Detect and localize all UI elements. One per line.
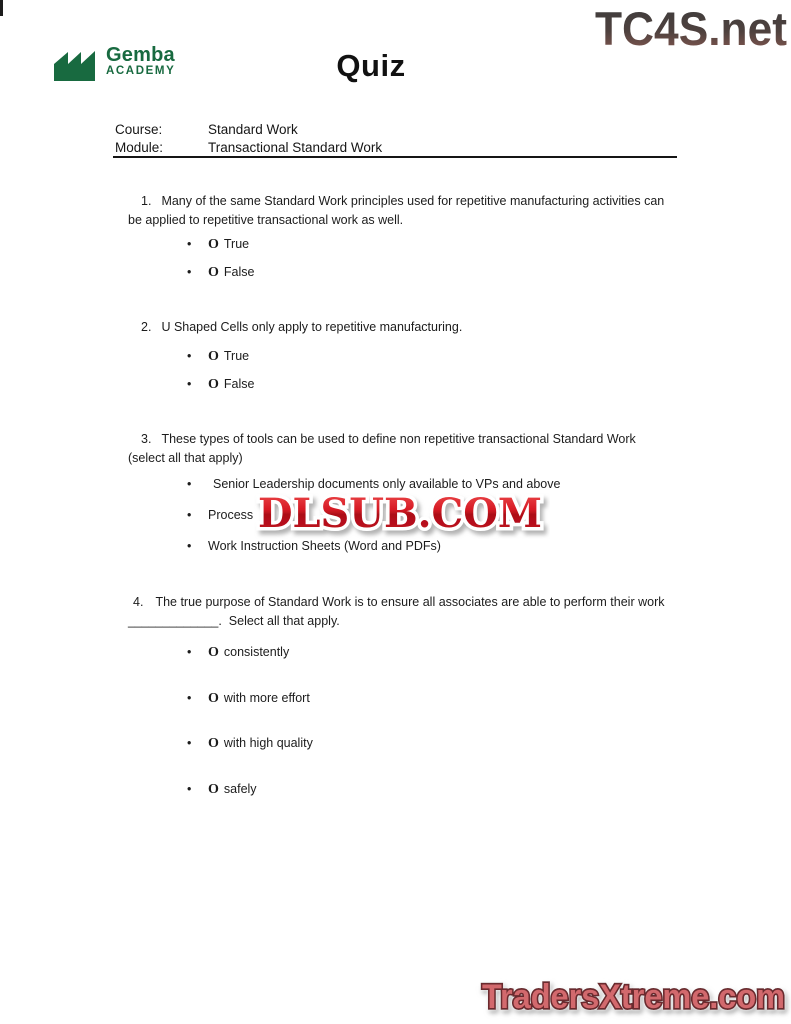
page-title: Quiz: [336, 48, 406, 83]
question-3-line-2: (select all that apply): [128, 450, 243, 465]
header-divider: [113, 156, 677, 158]
module-value: Transactional Standard Work: [208, 140, 383, 155]
question-3-line-1: These types of tools can be used to define non repetitive transactional Standard Work: [161, 432, 636, 446]
module-label: Module:: [115, 140, 164, 155]
question-2-number: 2.: [141, 320, 152, 334]
radio-glyph: O: [208, 736, 219, 751]
course-info: [115, 121, 382, 157]
question-4-line-1: The true purpose of Standard Work is to ensure all associates are able to perform their work: [155, 595, 665, 609]
tradersxtreme-watermark-text: TradersXtreme.com: [482, 978, 785, 1016]
question-4-text: [128, 593, 688, 630]
tc4s-watermark-text: TC4S.net: [595, 2, 788, 55]
question-2-line-1: U Shaped Cells only apply to repetitive manufacturing.: [161, 320, 463, 334]
option-label: True: [223, 237, 250, 251]
option-q1-true[interactable]: [187, 235, 254, 254]
radio-glyph: O: [208, 349, 219, 364]
course-row: [115, 121, 382, 139]
option-label: True: [223, 349, 250, 363]
tc4s-watermark: [590, 1, 790, 55]
option-label: with high quality: [223, 736, 313, 750]
radio-glyph: O: [208, 781, 219, 797]
module-row: [115, 139, 382, 157]
course-value: Standard Work: [208, 122, 298, 137]
option-q4-safely[interactable]: [187, 780, 313, 799]
option-label: safely: [223, 781, 257, 796]
option-label: Senior Leadership documents only available to VPs and above: [213, 477, 561, 491]
question-1-line-1: Many of the same Standard Work principles used for repetitive manufacturing activities can: [161, 194, 665, 208]
radio-glyph: O: [208, 237, 219, 252]
question-3-text: [128, 430, 688, 467]
option-q4-with-high-quality[interactable]: [187, 734, 313, 753]
option-q4-with-more-effort[interactable]: [187, 689, 313, 708]
course-label: Course:: [115, 122, 163, 137]
question-3-number: 3.: [141, 432, 152, 446]
option-q1-false[interactable]: [187, 263, 254, 282]
option-label: Work Instruction Sheets (Word and PDFs): [208, 539, 441, 553]
dlsub-watermark-text: DLSUB.COM: [258, 490, 542, 537]
radio-glyph: O: [208, 645, 219, 660]
tradersxtreme-watermark: [471, 968, 791, 1024]
question-1-options: [187, 235, 254, 291]
radio-glyph: O: [208, 690, 219, 706]
scan-artifact: [0, 0, 3, 16]
radio-glyph: O: [208, 377, 219, 392]
option-label: with more effort: [223, 690, 310, 705]
option-q2-false[interactable]: [187, 375, 254, 394]
dlsub-watermark: [250, 487, 550, 539]
option-q3-work-instruction-sheets[interactable]: [187, 537, 560, 556]
question-1-line-2: be applied to repetitive transactional work as well.: [128, 212, 404, 227]
option-q2-true[interactable]: [187, 347, 254, 366]
question-2-options: [187, 347, 254, 403]
logo-brand: Gemba: [106, 44, 175, 66]
question-2-text: [128, 318, 688, 337]
option-label: False: [223, 265, 255, 279]
radio-glyph: O: [208, 265, 219, 280]
option-label: Process: [208, 508, 254, 522]
question-4-line-2: _____________. Select all that apply.: [128, 613, 340, 628]
option-label: False: [223, 377, 255, 391]
question-1-number: 1.: [141, 194, 152, 208]
option-q4-consistently[interactable]: [187, 643, 313, 662]
logo-brand-sub: ACADEMY: [106, 65, 176, 77]
question-1-text: [128, 192, 688, 229]
question-4-options: [187, 643, 313, 825]
question-4-number: 4.: [133, 595, 144, 609]
option-label: consistently: [223, 645, 290, 659]
